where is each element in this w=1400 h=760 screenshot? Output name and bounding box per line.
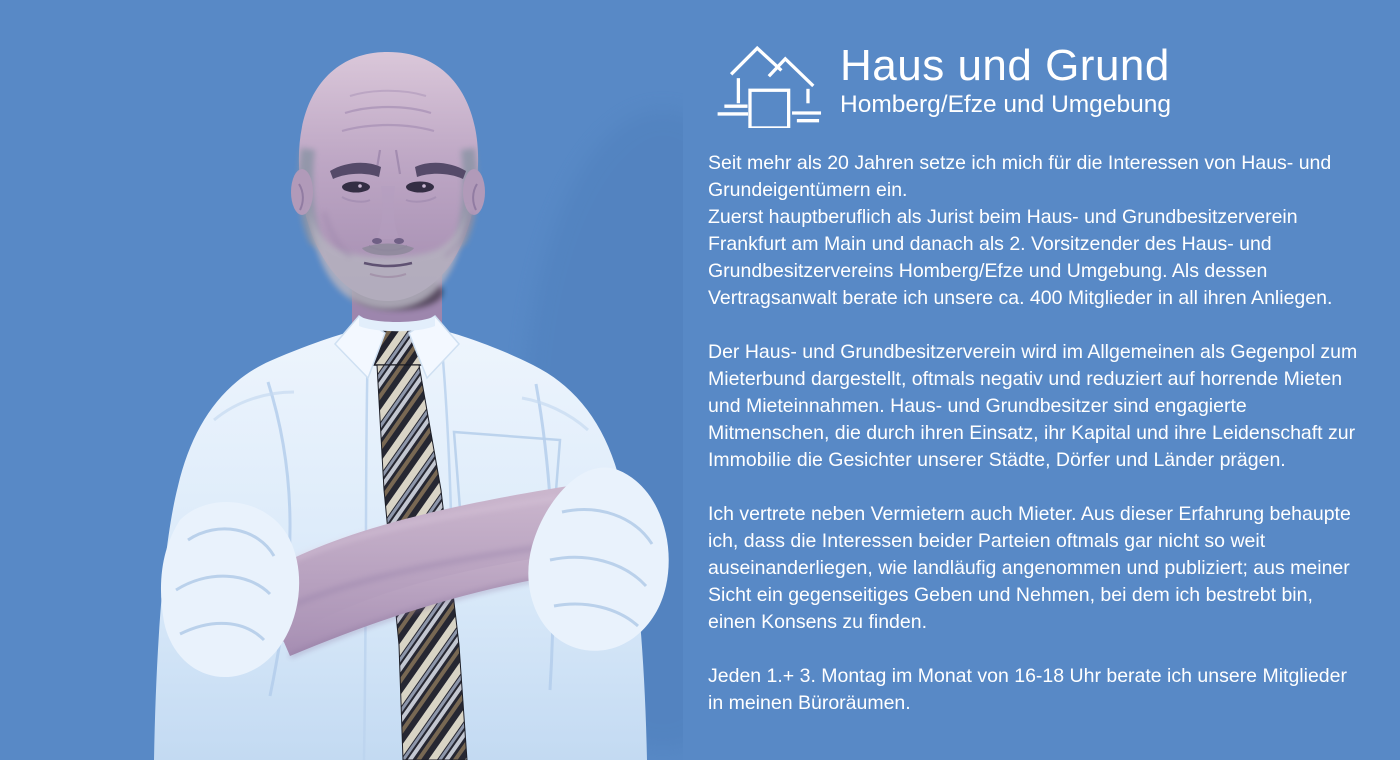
eye-left bbox=[342, 182, 370, 193]
haus-und-grund-logo-icon bbox=[706, 38, 822, 128]
logo-text bbox=[840, 41, 1171, 119]
head bbox=[291, 52, 485, 310]
logo-title: Haus und Grund bbox=[840, 41, 1170, 90]
logo-subtitle: Homberg/Efze und Umgebung bbox=[840, 91, 1171, 118]
about-text bbox=[708, 150, 1363, 717]
eye-right bbox=[406, 182, 434, 193]
content-column bbox=[706, 36, 1366, 128]
paragraph: Jeden 1.+ 3. Montag im Monat von 16-18 Uhr berate ich unsere Mitglieder in meinen Büroräumen. bbox=[708, 665, 1347, 714]
portrait-photo bbox=[118, 0, 683, 760]
paragraph: Der Haus- und Grundbesitzerverein wird im Allgemeinen als Gegenpol zum Mieterbund dargestellt, oftmals negativ und reduziert auf horrende Mieten und Mieteinnahmen. Haus- und Grundbesitzer sind engagierte Mitmenschen, die durch ihren Einsatz, ihr Kapital und ihre Leidenschaft zur Immobilie die Gesichter unserer Städte, Dörfer und Länder prägen. bbox=[708, 341, 1358, 471]
logo[interactable] bbox=[706, 36, 1366, 128]
paragraph: Ich vertrete neben Vermietern auch Mieter. Aus dieser Erfahrung behaupte ich, dass die Interessen beider Parteien oftmals gar nicht so weit auseinanderliegen, wie landläufig angenommen und publiziert; aus meiner Sicht ein gegenseitiges Geben und Nehmen, bei dem ich bestrebt bin, einen Konsens zu finden. bbox=[708, 503, 1351, 633]
paragraph: Seit mehr als 20 Jahren setze ich mich für die Interessen von Haus- und Grundeigentümern ein. Zuerst hauptberuflich als Jurist beim Haus- und Grundbesitzerverein Frankfurt am Main und danach als 2. Vorsitzender des Haus- und Grundbesitzervereins Homberg/Efze und Umgebung. Als dessen Vertragsanwalt berate ich unsere ca. 400 Mitglieder in all ihren Anliegen. bbox=[708, 152, 1333, 309]
